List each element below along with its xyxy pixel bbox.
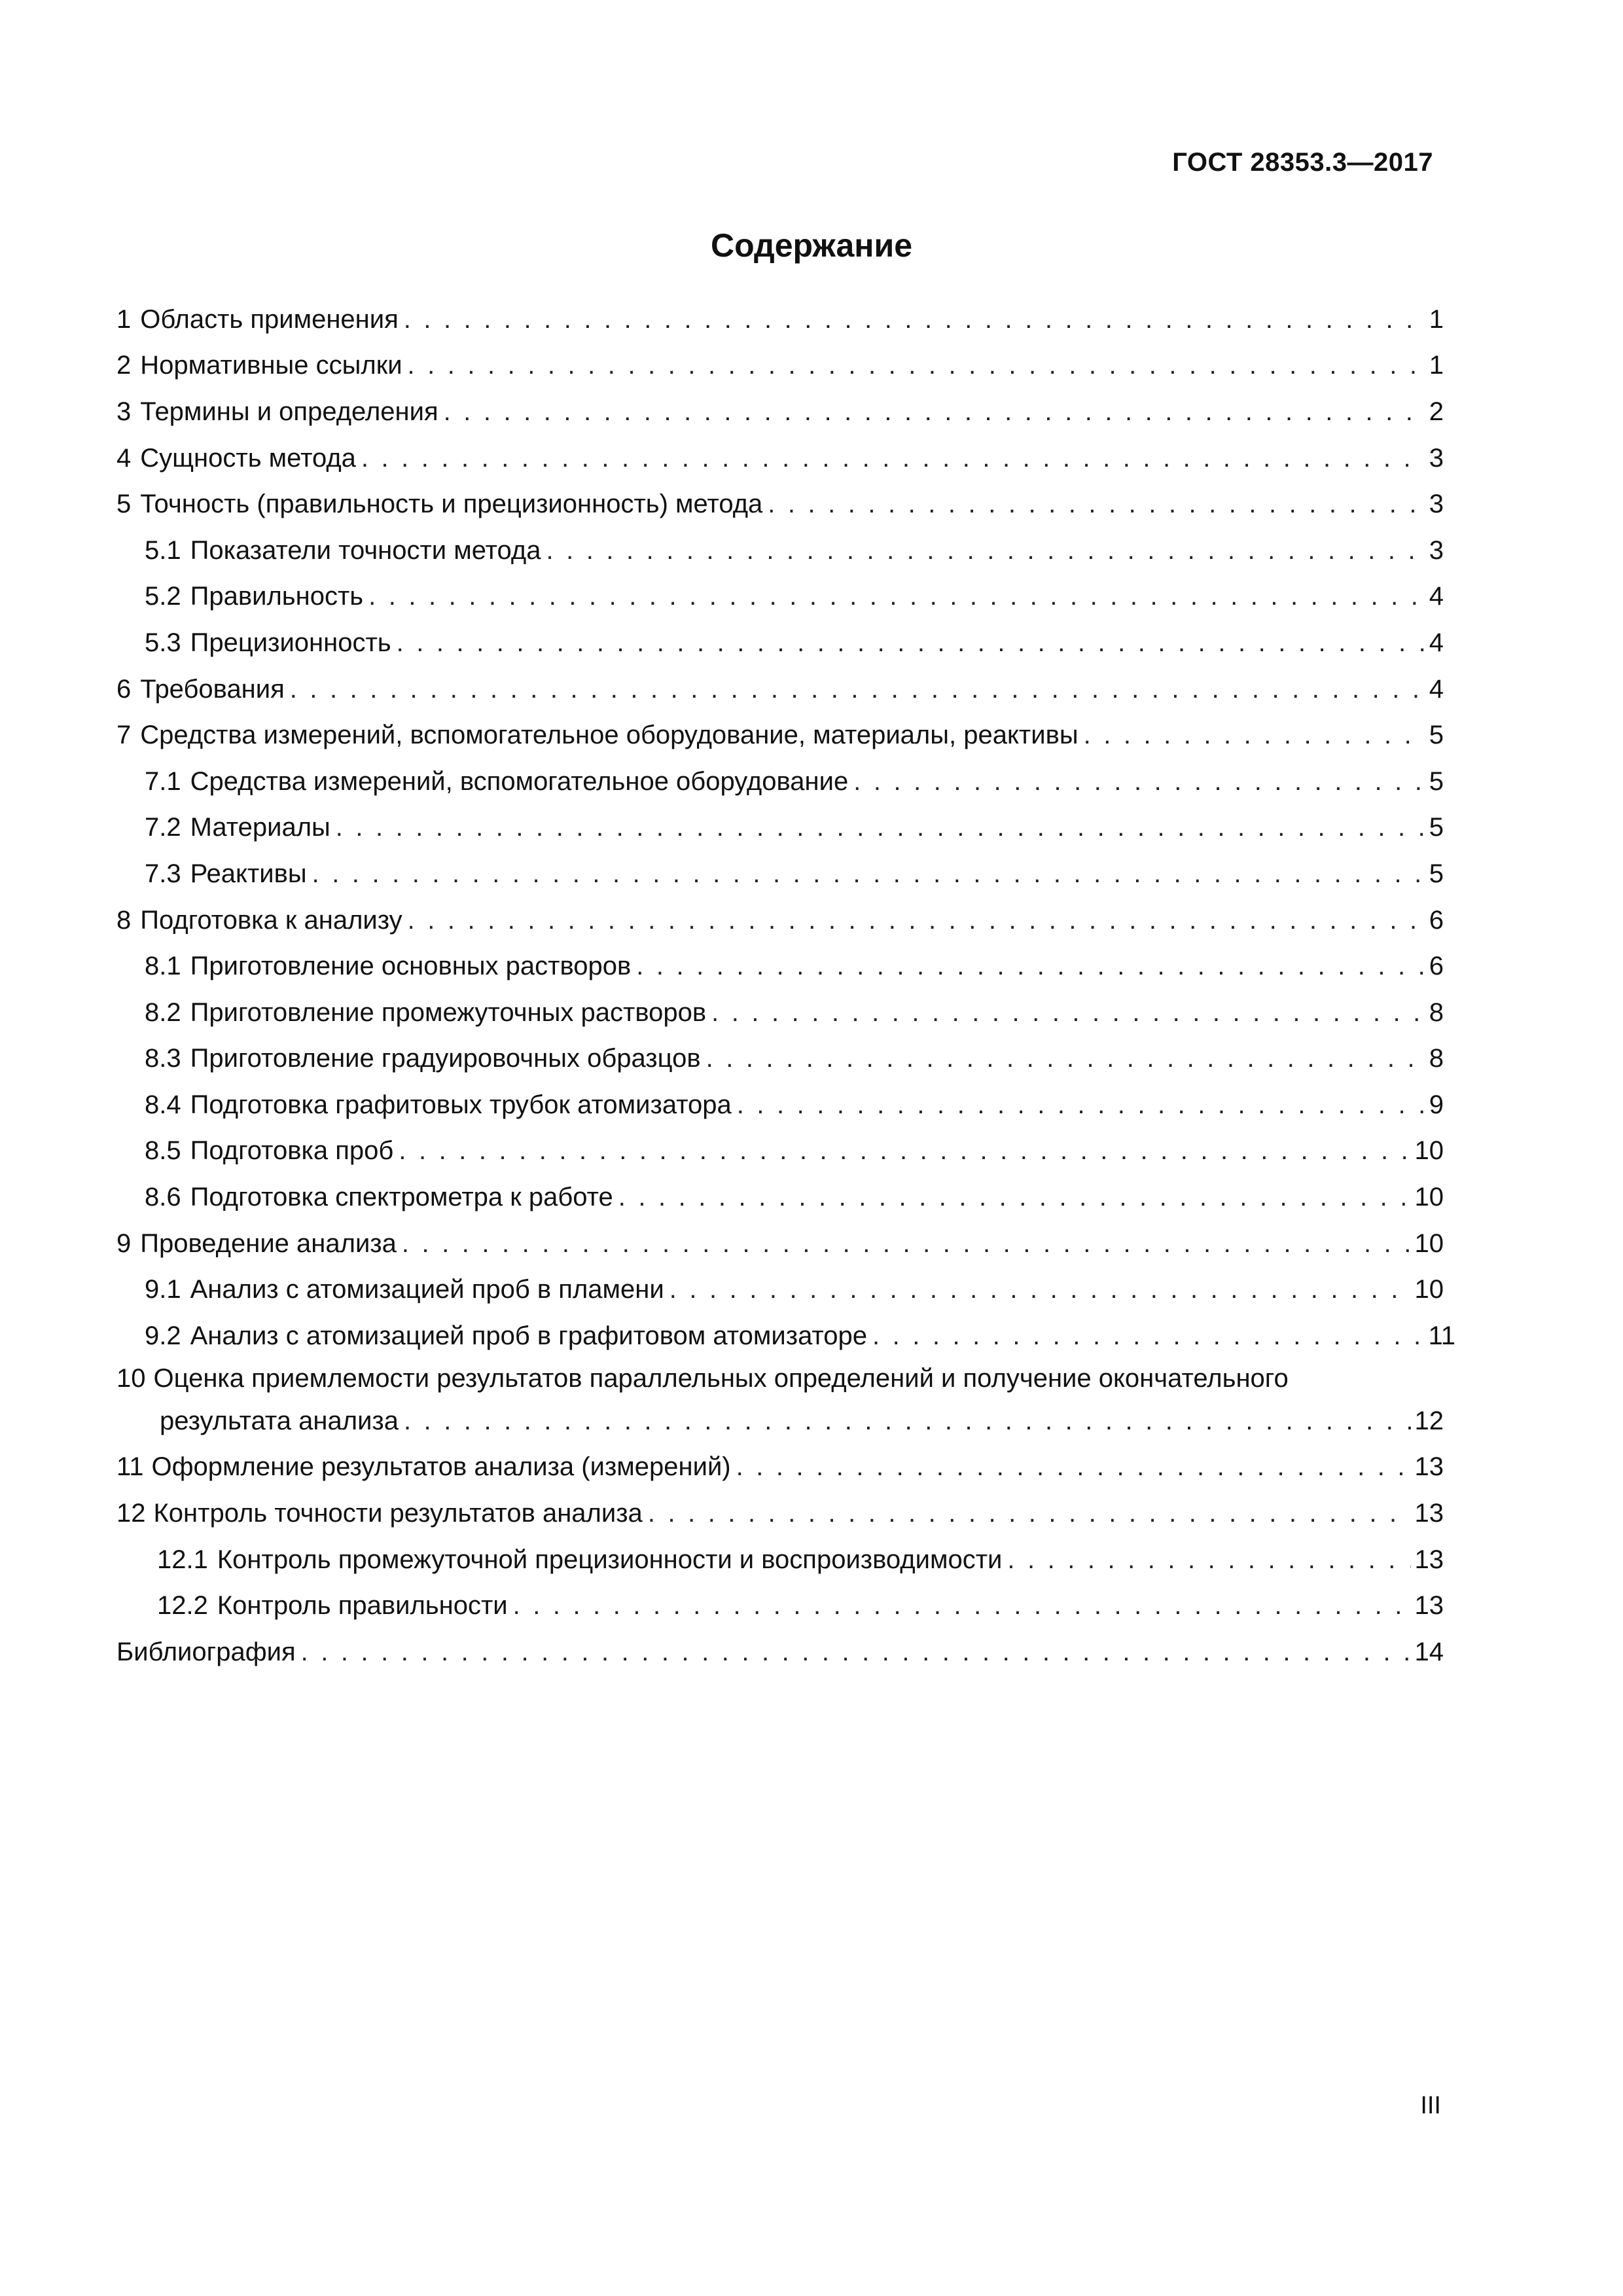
toc-subentry[interactable] <box>116 943 1444 990</box>
toc-entry-page: 1 <box>1429 304 1444 334</box>
standard-code: ГОСТ 28353.3—2017 <box>1172 148 1433 177</box>
toc-entry-page: 8 <box>1429 1044 1444 1073</box>
toc-entry[interactable] <box>116 1221 1444 1267</box>
toc-entry-page: 6 <box>1429 952 1444 981</box>
toc-entry-title: Требования <box>140 674 285 704</box>
toc-entry-number: 3 <box>116 397 132 426</box>
toc-entry-title: Нормативные ссылки <box>140 351 402 380</box>
toc-entry-number: 12.2 <box>157 1591 208 1621</box>
toc-entry-title: Правильность <box>190 582 364 611</box>
toc-entry-page: 10 <box>1414 1183 1444 1212</box>
toc-entry-number: 8.6 <box>145 1183 181 1212</box>
toc-subentry[interactable] <box>116 1174 1444 1221</box>
toc-entry-page: 5 <box>1429 721 1444 750</box>
dot-leader <box>1007 1545 1410 1575</box>
dot-leader <box>301 1638 1411 1667</box>
toc-entry-page: 13 <box>1414 1452 1444 1482</box>
toc-entry-page: 6 <box>1429 905 1444 935</box>
toc-entry-page: 14 <box>1414 1637 1444 1666</box>
dot-leader <box>669 1275 1411 1304</box>
toc-entry-title: Точность (правильность и прецизионность) метода <box>140 490 763 519</box>
toc-entry[interactable] <box>116 1629 1444 1676</box>
toc-entry-page: 10 <box>1414 1136 1444 1166</box>
toc-entry-page: 10 <box>1414 1229 1444 1258</box>
toc-entry-number: 9.1 <box>145 1275 181 1304</box>
toc-subentry[interactable] <box>116 1537 1444 1583</box>
toc-entry-title-continued: результата анализа <box>160 1407 399 1436</box>
toc-entry[interactable] <box>116 1444 1444 1491</box>
toc-entry-title: Приготовление промежуточных растворов <box>190 997 707 1027</box>
dot-leader <box>444 397 1425 427</box>
toc-entry-title: Подготовка спектрометра к работе <box>190 1183 613 1212</box>
dot-leader <box>768 490 1425 519</box>
toc-entry-number: 12 <box>116 1499 146 1528</box>
toc-entry-title: Средства измерений, вспомогательное оборудование, материалы, реактивы <box>140 721 1079 750</box>
dot-leader <box>618 1183 1411 1212</box>
toc-subentry[interactable] <box>116 1082 1444 1128</box>
toc-subentry[interactable] <box>116 1128 1444 1175</box>
toc-entry[interactable] <box>116 343 1444 389</box>
toc-subentry[interactable] <box>116 528 1444 574</box>
dot-leader <box>706 1044 1425 1073</box>
toc-subentry[interactable] <box>116 990 1444 1036</box>
toc-entry-number: 8.1 <box>145 952 181 981</box>
toc-subentry[interactable] <box>116 805 1444 852</box>
toc-entry-title: Анализ с атомизацией проб в графитовом атомизаторе <box>190 1321 868 1350</box>
toc-entry-number: 9 <box>116 1229 132 1258</box>
toc-entry-title: Оценка приемлемости результатов параллельных определений и получение окончательного <box>153 1364 1289 1393</box>
toc-entry-number: 8.4 <box>145 1090 181 1119</box>
dot-leader <box>736 1452 1411 1482</box>
toc-entry-multiline[interactable] <box>116 1359 1444 1444</box>
toc-entry-title: Приготовление градуировочных образцов <box>190 1044 701 1073</box>
toc-entry[interactable] <box>116 666 1444 713</box>
toc-entry-title: Сущность метода <box>140 443 356 473</box>
dot-leader <box>546 536 1425 565</box>
toc-subentry[interactable] <box>116 851 1444 897</box>
toc-entry-title: Материалы <box>190 813 330 842</box>
dot-leader <box>853 767 1425 797</box>
toc-entry-number: 5 <box>116 490 132 519</box>
toc-entry-number: 5.3 <box>145 628 181 657</box>
toc-entry-page: 13 <box>1414 1499 1444 1528</box>
toc-entry-page: 3 <box>1429 490 1444 519</box>
dot-leader <box>408 906 1425 935</box>
toc-entry[interactable] <box>116 296 1444 343</box>
dot-leader <box>368 582 1425 611</box>
dot-leader <box>397 628 1425 658</box>
dot-leader <box>312 859 1425 889</box>
toc-entry-number: 7.3 <box>145 859 181 888</box>
toc-entry-page: 4 <box>1429 674 1444 704</box>
toc-title: Содержание <box>710 227 913 264</box>
toc-entry-number: 4 <box>116 443 132 473</box>
toc-entry-page: 5 <box>1429 766 1444 796</box>
toc-entry-title: Показатели точности метода <box>190 535 541 565</box>
toc-entry[interactable] <box>116 1490 1444 1537</box>
page-number: III <box>1420 2092 1441 2119</box>
toc-entry-page: 11 <box>1428 1321 1455 1350</box>
toc-entry-title: Подготовка к анализу <box>140 905 402 935</box>
toc-entry-title: Прецизионность <box>190 628 391 657</box>
toc-entry-number: 6 <box>116 674 132 704</box>
toc-entry-page: 3 <box>1429 443 1444 473</box>
toc-entry[interactable] <box>116 897 1444 944</box>
toc-entry[interactable] <box>116 481 1444 528</box>
toc-entry-page: 8 <box>1429 997 1444 1027</box>
toc-entry-title: Контроль промежуточной прецизионности и воспроизводимости <box>217 1545 1003 1574</box>
toc-entry-page: 10 <box>1414 1275 1444 1304</box>
dot-leader <box>404 1407 1411 1436</box>
toc-entry-title: Подготовка графитовых трубок атомизатора <box>190 1090 732 1119</box>
dot-leader <box>402 1229 1411 1259</box>
toc-entry-page: 5 <box>1429 813 1444 842</box>
toc-entry-number: 5.2 <box>145 582 181 611</box>
toc-entry-title: Оформление результатов анализа (измерений) <box>151 1452 731 1482</box>
toc-subentry[interactable] <box>116 759 1444 805</box>
toc-entry-title: Средства измерений, вспомогательное оборудование <box>190 766 849 796</box>
toc-entry-title: Контроль точности результатов анализа <box>153 1499 643 1528</box>
toc-entry-title: Приготовление основных растворов <box>190 952 632 981</box>
toc-entry-number: 8.5 <box>145 1136 181 1166</box>
toc-entry-number: 8 <box>116 905 132 935</box>
toc-entry-number: 1 <box>116 304 132 334</box>
dot-leader <box>737 1090 1425 1120</box>
dot-leader <box>872 1321 1424 1351</box>
toc-entry-number: 10 <box>116 1364 146 1393</box>
dot-leader <box>336 813 1425 842</box>
table-of-contents <box>116 296 1455 1676</box>
toc-entry-number: 2 <box>116 351 132 380</box>
dot-leader <box>290 675 1425 704</box>
toc-entry-line-1 <box>116 1359 1444 1399</box>
toc-subentry[interactable] <box>116 1036 1444 1083</box>
dot-leader <box>1084 721 1425 750</box>
toc-entry[interactable] <box>116 712 1444 759</box>
toc-entry-page: 4 <box>1429 582 1444 611</box>
dot-leader <box>399 1136 1410 1166</box>
toc-subentry[interactable] <box>116 1583 1444 1629</box>
toc-entry-title: Термины и определения <box>140 397 438 426</box>
toc-entry-number: 11 <box>116 1452 144 1482</box>
dot-leader <box>711 998 1425 1028</box>
toc-entry-page: 9 <box>1429 1090 1444 1119</box>
toc-entry-number: 7.2 <box>145 813 181 842</box>
toc-entry[interactable] <box>116 435 1444 482</box>
dot-leader <box>636 952 1425 981</box>
toc-entry-number: 8.2 <box>145 997 181 1027</box>
toc-entry-title: Подготовка проб <box>190 1136 394 1166</box>
toc-entry-number: 12.1 <box>157 1545 208 1574</box>
dot-leader <box>408 351 1425 380</box>
toc-entry-page: 13 <box>1414 1591 1444 1621</box>
dot-leader <box>648 1499 1411 1528</box>
toc-entry[interactable] <box>116 389 1444 435</box>
toc-entry-title: Область применения <box>140 304 399 334</box>
toc-subentry[interactable] <box>116 1266 1444 1313</box>
toc-entry-page: 12 <box>1414 1407 1444 1436</box>
toc-subentry[interactable] <box>116 574 1444 620</box>
toc-subentry[interactable] <box>116 620 1444 666</box>
toc-entry-page: 13 <box>1414 1545 1444 1574</box>
toc-entry-page: 3 <box>1429 535 1444 565</box>
toc-entry-number: 9.2 <box>145 1321 181 1350</box>
toc-entry-title: Библиография <box>116 1637 296 1666</box>
toc-entry-page: 2 <box>1429 397 1444 426</box>
toc-entry-title: Контроль правильности <box>217 1591 508 1621</box>
toc-subentry[interactable] <box>116 1313 1455 1359</box>
toc-entry-page: 4 <box>1429 628 1444 657</box>
toc-entry-page: 1 <box>1429 351 1444 380</box>
toc-entry-number: 7.1 <box>145 766 181 796</box>
toc-entry-title: Проведение анализа <box>140 1229 397 1258</box>
toc-entry-page: 5 <box>1429 859 1444 888</box>
dot-leader <box>404 305 1425 334</box>
toc-entry-title: Анализ с атомизацией проб в пламени <box>190 1275 664 1304</box>
toc-entry-number: 7 <box>116 721 132 750</box>
dot-leader <box>513 1591 1411 1621</box>
toc-entry-number: 8.3 <box>145 1044 181 1073</box>
toc-entry-title: Реактивы <box>190 859 307 888</box>
dot-leader <box>361 444 1425 473</box>
toc-entry-line-2 <box>116 1399 1444 1444</box>
toc-entry-number: 5.1 <box>145 535 181 565</box>
